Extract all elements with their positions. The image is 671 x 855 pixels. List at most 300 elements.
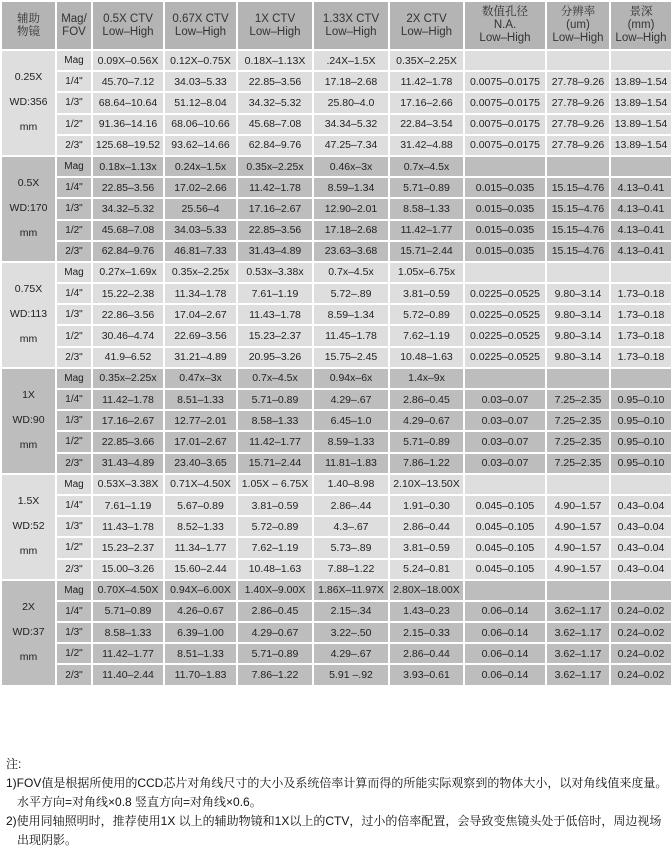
table-cell: 11.42–1.78 <box>92 389 164 410</box>
table-cell: 27.78–9.26 <box>546 114 610 135</box>
table-row <box>1 114 671 135</box>
table-cell: 0.24–0.02 <box>610 622 671 643</box>
table-cell: 1.73–0.18 <box>610 304 671 325</box>
table-cell <box>464 474 546 495</box>
objective-lens-label: mm <box>19 121 38 134</box>
table-cell: 25.56–4 <box>164 198 237 219</box>
column-header: 分辨率 (um) Low–High <box>546 1 610 50</box>
note-line: 出现阴影。 <box>17 833 78 847</box>
table-row <box>1 198 671 219</box>
table-row <box>1 220 671 241</box>
table-cell: 1.05x–6.75x <box>389 262 464 283</box>
table-cell: 2.10X–13.50X <box>389 474 464 495</box>
table-cell: 8.59–1.34 <box>313 304 389 325</box>
table-row <box>1 537 671 558</box>
table-cell: 0.0075–0.0175 <box>464 71 546 92</box>
table-cell: 5.72–0.89 <box>389 304 464 325</box>
table-cell: 0.53X–3.38X <box>92 474 164 495</box>
table-cell: 2.86–0.45 <box>389 389 464 410</box>
table-cell: 0.35x–2.25x <box>237 156 313 177</box>
table-cell: 0.95–0.10 <box>610 453 671 474</box>
mag-fov-label: 2/3" <box>56 347 92 368</box>
table-cell: 8.58–1.33 <box>237 410 313 431</box>
table-cell: 15.75–2.45 <box>313 347 389 368</box>
table-cell: 34.03–5.33 <box>164 71 237 92</box>
objective-lens-label: mm <box>19 439 38 452</box>
table-cell: 0.0225–0.0525 <box>464 347 546 368</box>
table-cell: 34.03–5.33 <box>164 220 237 241</box>
table-row <box>1 347 671 368</box>
table-cell: 31.43–4.89 <box>92 453 164 474</box>
table-cell: 22.86–3.56 <box>92 304 164 325</box>
table-cell: 0.0075–0.0175 <box>464 114 546 135</box>
table-cell: 1.43–0.23 <box>389 601 464 622</box>
table-cell: 4.90–1.57 <box>546 495 610 516</box>
table-cell: 17.16–2.67 <box>237 198 313 219</box>
table-cell: 34.32–5.32 <box>92 198 164 219</box>
table-cell <box>464 262 546 283</box>
table-cell: 0.71X–4.50X <box>164 474 237 495</box>
table-cell: 0.24–0.02 <box>610 643 671 664</box>
table-row <box>1 580 671 601</box>
table-cell: 15.15–4.76 <box>546 241 610 262</box>
table-cell: 0.95–0.10 <box>610 389 671 410</box>
table-cell <box>546 156 610 177</box>
table-cell: 5.71–0.89 <box>237 389 313 410</box>
column-header: Mag/ FOV <box>56 1 92 50</box>
table-cell: 17.16–2.67 <box>92 410 164 431</box>
table-cell: 27.78–9.26 <box>546 71 610 92</box>
table-cell: 0.43–0.04 <box>610 537 671 558</box>
table-cell: 8.52–1.33 <box>164 516 237 537</box>
table-cell: 13.89–1.54 <box>610 114 671 135</box>
table-cell: 8.51–1.33 <box>164 643 237 664</box>
table-cell: 62.84–9.76 <box>237 135 313 156</box>
table-cell: 15.15–4.76 <box>546 220 610 241</box>
table-cell: 0.46x–3x <box>313 156 389 177</box>
table-row <box>1 304 671 325</box>
table-cell: 0.70X–4.50X <box>92 580 164 601</box>
objective-lens-label: WD:37 <box>12 626 45 639</box>
mag-fov-label: Mag <box>56 474 92 495</box>
table-cell: 4.13–0.41 <box>610 198 671 219</box>
table-cell: 5.71–0.89 <box>389 431 464 452</box>
table-cell: 2.86–0.44 <box>389 643 464 664</box>
table-cell: 22.85–3.56 <box>237 71 313 92</box>
table-cell: 51.12–8.04 <box>164 92 237 113</box>
column-header: 景深 (mm) Low–High <box>610 1 671 50</box>
table-cell: 0.06–0.14 <box>464 664 546 685</box>
table-cell: 7.62–1.19 <box>237 537 313 558</box>
objective-lens-label: 0.5X <box>17 177 40 190</box>
table-cell: 4.3–.67 <box>313 516 389 537</box>
table-cell <box>464 50 546 71</box>
table-cell: 0.95–0.10 <box>610 410 671 431</box>
table-cell: 13.89–1.54 <box>610 71 671 92</box>
table-cell: 0.045–0.105 <box>464 495 546 516</box>
table-row <box>1 559 671 580</box>
objective-lens-label: mm <box>19 651 38 664</box>
table-cell <box>546 474 610 495</box>
table-cell: .24X–1.5X <box>313 50 389 71</box>
table-cell: 17.16–2.66 <box>389 92 464 113</box>
table-cell: 22.85–3.56 <box>92 177 164 198</box>
table-cell: 46.81–7.33 <box>164 241 237 262</box>
table-cell: 17.02–2.66 <box>164 177 237 198</box>
table-cell: 0.43–0.04 <box>610 495 671 516</box>
table-cell: 4.29–0.67 <box>237 622 313 643</box>
table-cell <box>546 580 610 601</box>
table-cell: 4.13–0.41 <box>610 177 671 198</box>
objective-lens-label: WD:113 <box>9 308 48 321</box>
table-cell: 93.62–14.66 <box>164 135 237 156</box>
objective-lens-cell <box>1 50 56 156</box>
table-cell: 5.24–0.81 <box>389 559 464 580</box>
table-cell: 0.0225–0.0525 <box>464 283 546 304</box>
table-cell: 20.95–3.26 <box>237 347 313 368</box>
table-cell: 11.43–1.78 <box>237 304 313 325</box>
table-cell <box>546 262 610 283</box>
table-row <box>1 177 671 198</box>
table-cell <box>610 50 671 71</box>
notes-title: 注: <box>6 757 22 771</box>
table-cell: 34.32–5.32 <box>237 92 313 113</box>
objective-lens-label: 0.25X <box>14 71 43 84</box>
table-cell <box>610 368 671 389</box>
table-row <box>1 71 671 92</box>
mag-fov-label: Mag <box>56 262 92 283</box>
table-cell: 11.42–1.78 <box>237 177 313 198</box>
mag-fov-label: Mag <box>56 368 92 389</box>
table-row <box>1 325 671 346</box>
table-cell: 0.94x–6x <box>313 368 389 389</box>
table-cell: 2.15–0.33 <box>389 622 464 643</box>
table-cell: 11.70–1.83 <box>164 664 237 685</box>
table-row <box>1 241 671 262</box>
mag-fov-label: 1/3" <box>56 304 92 325</box>
table-cell: 0.03–0.07 <box>464 431 546 452</box>
table-cell: 0.03–0.07 <box>464 389 546 410</box>
table-cell: 27.78–9.26 <box>546 92 610 113</box>
table-cell: 25.80–4.0 <box>313 92 389 113</box>
table-cell: 0.03–0.07 <box>464 453 546 474</box>
objective-lens-label: 2X <box>22 601 35 614</box>
objective-lens-label: WD:356 <box>9 96 48 109</box>
table-cell: 22.85–3.56 <box>237 220 313 241</box>
table-cell: 17.18–2.68 <box>313 220 389 241</box>
objective-lens-cell <box>1 262 56 368</box>
table-cell: 45.68–7.08 <box>237 114 313 135</box>
notes <box>6 755 667 850</box>
table-cell: 4.13–0.41 <box>610 241 671 262</box>
objective-lens-label: mm <box>19 545 38 558</box>
table-cell: 7.61–1.19 <box>92 495 164 516</box>
table-cell: 0.7x–4.5x <box>389 156 464 177</box>
table-cell: 7.86–1.22 <box>389 453 464 474</box>
table-cell: 3.93–0.61 <box>389 664 464 685</box>
table-cell: 0.015–0.035 <box>464 198 546 219</box>
mag-fov-label: 1/3" <box>56 92 92 113</box>
table-cell <box>610 580 671 601</box>
objective-lens-label: WD:90 <box>12 414 45 427</box>
table-cell: 125.68–19.52 <box>92 135 164 156</box>
mag-fov-label: 1/4" <box>56 177 92 198</box>
table-row <box>1 410 671 431</box>
table-cell: 5.73–.89 <box>313 537 389 558</box>
table-cell: 0.47x–3x <box>164 368 237 389</box>
objective-lens-cell <box>1 474 56 580</box>
table-cell: 15.71–2.44 <box>389 241 464 262</box>
column-header: 2X CTV Low–High <box>389 1 464 50</box>
table-cell: 0.18X–1.13X <box>237 50 313 71</box>
table-cell <box>464 156 546 177</box>
table-cell: 0.045–0.105 <box>464 559 546 580</box>
table-cell: 0.53x–3.38x <box>237 262 313 283</box>
table-cell: 5.91 –.92 <box>313 664 389 685</box>
table-cell: 3.81–0.59 <box>389 537 464 558</box>
table-cell <box>546 50 610 71</box>
table-cell: 7.25–2.35 <box>546 389 610 410</box>
table-cell <box>610 474 671 495</box>
table-cell: 0.43–0.04 <box>610 516 671 537</box>
column-header: 0.67X CTV Low–High <box>164 1 237 50</box>
table-cell: 10.48–1.63 <box>237 559 313 580</box>
mag-fov-label: 1/2" <box>56 643 92 664</box>
table-cell: 1.4x–9x <box>389 368 464 389</box>
mag-fov-label: 2/3" <box>56 241 92 262</box>
table-cell: 2.86–0.44 <box>389 516 464 537</box>
table-cell: 22.69–3.56 <box>164 325 237 346</box>
table-cell: 0.95–0.10 <box>610 431 671 452</box>
mag-fov-label: 1/3" <box>56 622 92 643</box>
table-cell: 0.0075–0.0175 <box>464 92 546 113</box>
table-cell: 34.34–5.32 <box>313 114 389 135</box>
table-cell: 9.80–3.14 <box>546 283 610 304</box>
table-cell: 11.81–1.83 <box>313 453 389 474</box>
table-cell: 0.24–0.02 <box>610 601 671 622</box>
table-cell <box>610 262 671 283</box>
table-cell: 5.71–0.89 <box>237 643 313 664</box>
table-cell: 3.81–0.59 <box>389 283 464 304</box>
table-cell: 0.06–0.14 <box>464 643 546 664</box>
table-cell: 4.90–1.57 <box>546 537 610 558</box>
table-cell: 7.88–1.22 <box>313 559 389 580</box>
table-cell: 0.06–0.14 <box>464 601 546 622</box>
table-cell: 7.25–2.35 <box>546 431 610 452</box>
table-row <box>1 92 671 113</box>
objective-lens-label: WD:170 <box>9 202 48 215</box>
table-cell: 0.35X–2.25X <box>389 50 464 71</box>
table-cell: 3.62–1.17 <box>546 622 610 643</box>
table-cell: 8.58–1.33 <box>389 198 464 219</box>
table-cell: 0.0225–0.0525 <box>464 325 546 346</box>
table-cell: 9.80–3.14 <box>546 325 610 346</box>
table-cell: 3.62–1.17 <box>546 664 610 685</box>
table-cell: 10.48–1.63 <box>389 347 464 368</box>
table-cell: 0.24–0.02 <box>610 664 671 685</box>
table-row <box>1 516 671 537</box>
table-cell: 5.72–.89 <box>313 283 389 304</box>
table-cell: 4.29–0.67 <box>389 410 464 431</box>
table-row <box>1 283 671 304</box>
table-cell: 3.22–.50 <box>313 622 389 643</box>
table-cell: 22.84–3.54 <box>389 114 464 135</box>
table-cell: 68.64–10.64 <box>92 92 164 113</box>
table-cell <box>464 368 546 389</box>
table-cell: 7.61–1.19 <box>237 283 313 304</box>
table-cell: 8.59–1.34 <box>313 177 389 198</box>
table-row <box>1 601 671 622</box>
table-cell: 62.84–9.76 <box>92 241 164 262</box>
table-cell: 0.18x–1.13x <box>92 156 164 177</box>
table-cell: 0.7x–4.5x <box>313 262 389 283</box>
table-cell: 0.24x–1.5x <box>164 156 237 177</box>
table-cell: 6.39–1.00 <box>164 622 237 643</box>
table-cell: 23.40–3.65 <box>164 453 237 474</box>
table-cell: 3.62–1.17 <box>546 601 610 622</box>
note-line: 水平方向=对角线×0.8 竖直方向=对角线×0.6。 <box>17 795 262 809</box>
mag-fov-label: 1/2" <box>56 431 92 452</box>
table-cell: 4.13–0.41 <box>610 220 671 241</box>
table-cell: 0.015–0.035 <box>464 220 546 241</box>
table-cell: 1.73–0.18 <box>610 283 671 304</box>
table-row <box>1 431 671 452</box>
mag-fov-label: 1/4" <box>56 389 92 410</box>
table-cell: 0.045–0.105 <box>464 516 546 537</box>
table-cell: 1.73–0.18 <box>610 325 671 346</box>
table-cell: 1.86X–11.97X <box>313 580 389 601</box>
column-header: 数值孔径 N.A. Low–High <box>464 1 546 50</box>
table-cell: 0.43–0.04 <box>610 559 671 580</box>
header-row <box>1 1 671 50</box>
objective-lens-cell <box>1 368 56 474</box>
table-cell: 5.71–0.89 <box>92 601 164 622</box>
mag-fov-label: 1/4" <box>56 71 92 92</box>
table-cell: 0.06–0.14 <box>464 622 546 643</box>
table-cell: 0.7x–4.5x <box>237 368 313 389</box>
table-cell: 2.86–0.45 <box>237 601 313 622</box>
table-cell: 2.86–.44 <box>313 495 389 516</box>
table-cell: 11.45–1.78 <box>313 325 389 346</box>
column-header: 0.5X CTV Low–High <box>92 1 164 50</box>
table-cell: 68.06–10.66 <box>164 114 237 135</box>
table-cell: 3.81–0.59 <box>237 495 313 516</box>
table-cell: 6.45–1.0 <box>313 410 389 431</box>
table-row <box>1 262 671 283</box>
table-cell: 12.90–2.01 <box>313 198 389 219</box>
mag-fov-label: 2/3" <box>56 559 92 580</box>
note-line: 1)FOV值是根据所使用的CCD芯片对角线尺寸的大小及系统倍率计算而得的所能实际观察到的物体大小，以对角线值来度量。 <box>6 776 668 790</box>
table-cell: 23.63–3.68 <box>313 241 389 262</box>
table-cell: 15.15–4.76 <box>546 198 610 219</box>
table-cell: 31.21–4.89 <box>164 347 237 368</box>
table-cell: 4.29–.67 <box>313 389 389 410</box>
mag-fov-label: 1/4" <box>56 601 92 622</box>
table-cell: 45.70–7.12 <box>92 71 164 92</box>
table-cell: 5.72–0.89 <box>237 516 313 537</box>
table-cell: 15.00–3.26 <box>92 559 164 580</box>
table-cell: 1.40X–9.00X <box>237 580 313 601</box>
table-cell: 15.23–2.37 <box>92 537 164 558</box>
table-cell: 12.77–2.01 <box>164 410 237 431</box>
mag-fov-label: 1/3" <box>56 516 92 537</box>
objective-lens-cell <box>1 580 56 686</box>
table-cell: 11.43–1.78 <box>92 516 164 537</box>
table-cell: 11.42–1.77 <box>389 220 464 241</box>
table-cell: 11.42–1.78 <box>389 71 464 92</box>
table-cell: 0.015–0.035 <box>464 177 546 198</box>
mag-fov-label: 1/3" <box>56 410 92 431</box>
table-cell: 2.15–.34 <box>313 601 389 622</box>
table-cell: 47.25–7.34 <box>313 135 389 156</box>
table-cell: 0.045–0.105 <box>464 537 546 558</box>
table-cell: 31.42–4.88 <box>389 135 464 156</box>
mag-fov-label: 1/4" <box>56 495 92 516</box>
mag-fov-label: 1/2" <box>56 220 92 241</box>
column-header: 辅助 物镜 <box>1 1 56 50</box>
table-cell: 45.68–7.08 <box>92 220 164 241</box>
table-cell: 17.18–2.68 <box>313 71 389 92</box>
table-row <box>1 156 671 177</box>
mag-fov-label: 1/2" <box>56 325 92 346</box>
table-row <box>1 664 671 685</box>
table-cell: 9.80–3.14 <box>546 347 610 368</box>
mag-fov-label: 1/3" <box>56 198 92 219</box>
table-cell: 0.94X–6.00X <box>164 580 237 601</box>
table-cell: 0.35x–2.25x <box>164 262 237 283</box>
table-cell: 30.46–4.74 <box>92 325 164 346</box>
table-cell: 22.85–3.66 <box>92 431 164 452</box>
objective-lens-label: mm <box>19 333 38 346</box>
table-cell <box>546 368 610 389</box>
table-cell: 0.27x–1.69x <box>92 262 164 283</box>
mag-fov-label: 1/2" <box>56 114 92 135</box>
table-cell: 4.29–.67 <box>313 643 389 664</box>
table-cell: 7.25–2.35 <box>546 453 610 474</box>
table-cell: 17.01–2.67 <box>164 431 237 452</box>
table-cell: 1.73–0.18 <box>610 347 671 368</box>
table-row <box>1 453 671 474</box>
table-row <box>1 50 671 71</box>
table-cell: 15.71–2.44 <box>237 453 313 474</box>
table-cell: 27.78–9.26 <box>546 135 610 156</box>
table-cell: 1.05X – 6.75X <box>237 474 313 495</box>
table-cell: 11.42–1.77 <box>237 431 313 452</box>
mag-fov-label: Mag <box>56 50 92 71</box>
note-line: 2)使用同轴照明时，推荐使用1X 以上的辅助物镜和1X以上的CTV，过小的倍率配置，会导致变焦镜头处于低倍时，周边视场 <box>6 814 662 828</box>
objective-lens-cell <box>1 156 56 262</box>
table-cell: 15.60–2.44 <box>164 559 237 580</box>
table-cell: 13.89–1.54 <box>610 135 671 156</box>
table-cell: 11.40–2.44 <box>92 664 164 685</box>
table-cell: 5.67–0.89 <box>164 495 237 516</box>
mag-fov-label: Mag <box>56 156 92 177</box>
table-cell: 0.015–0.035 <box>464 241 546 262</box>
table-cell: 1.40–8.98 <box>313 474 389 495</box>
mag-fov-label: 2/3" <box>56 664 92 685</box>
table-cell: 4.26–0.67 <box>164 601 237 622</box>
mag-fov-label: 1/2" <box>56 537 92 558</box>
table-cell: 31.43–4.89 <box>237 241 313 262</box>
table-row <box>1 622 671 643</box>
mag-fov-label: 2/3" <box>56 453 92 474</box>
mag-fov-label: Mag <box>56 580 92 601</box>
table-cell: 4.90–1.57 <box>546 559 610 580</box>
table-cell: 7.62–1.19 <box>389 325 464 346</box>
objective-lens-label: 1.5X <box>17 495 40 508</box>
table-cell: 0.12X–0.75X <box>164 50 237 71</box>
table-cell: 5.71–0.89 <box>389 177 464 198</box>
